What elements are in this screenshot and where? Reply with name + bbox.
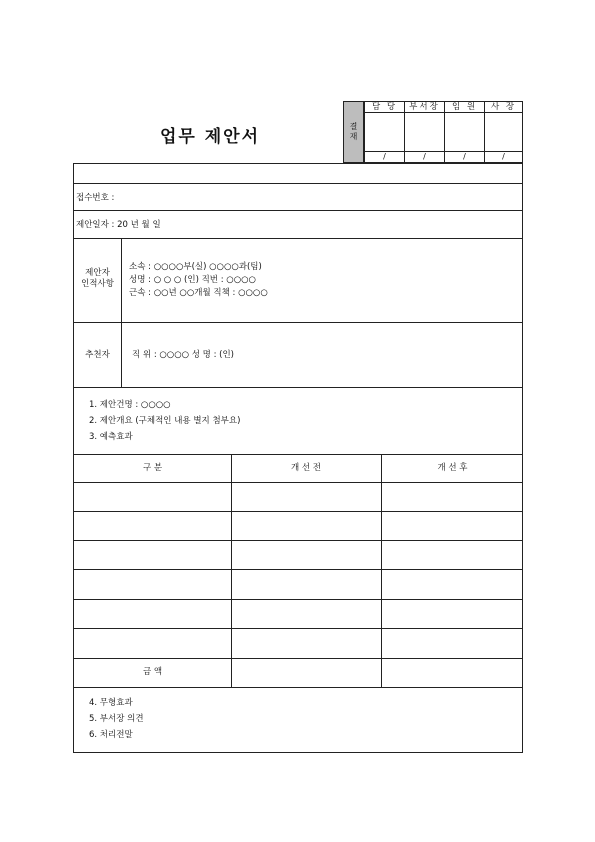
approval-column <box>404 102 444 162</box>
approval-slash: / <box>445 151 484 162</box>
recommender-info: 직 위 : ○○○○ 성 명 : (인) <box>132 350 234 360</box>
amount-label: 금 액 <box>142 667 163 677</box>
proposal-form <box>73 163 523 753</box>
row-divider <box>74 628 522 629</box>
approval-column <box>364 102 404 162</box>
row-divider <box>74 454 522 455</box>
proposer-affiliation: 소속 : ○○○○부(실) ○○○○과(팀) <box>129 262 262 272</box>
row-divider <box>74 183 522 184</box>
item-expected-effect: 3. 예측효과 <box>89 432 133 442</box>
item-proposal-summary: 2. 제안개요 (구체적인 내용 별지 첨부요) <box>89 416 241 426</box>
row-divider <box>74 687 522 688</box>
approval-header: 사 장 <box>485 102 522 113</box>
column-divider <box>381 454 382 687</box>
row-divider <box>74 540 522 541</box>
proposer-tenure: 근속 : ○○년 ○○개월 직책 : ○○○○ <box>129 288 268 298</box>
recommender-label: 추천자 <box>85 350 110 360</box>
table-header-category: 구 분 <box>142 463 163 473</box>
row-divider <box>74 482 522 483</box>
proposal-date-label: 제안일자 : 20 년 월 일 <box>76 220 161 230</box>
approval-slash: / <box>405 151 444 162</box>
row-divider <box>74 322 522 323</box>
row-divider <box>74 658 522 659</box>
item-manager-opinion: 5. 부서장 의견 <box>89 714 144 724</box>
row-divider <box>74 238 522 239</box>
row-divider <box>74 569 522 570</box>
column-divider <box>231 454 232 687</box>
approval-box <box>343 101 523 163</box>
row-divider <box>74 599 522 600</box>
proposer-label: 제안자 인적사항 <box>81 268 114 289</box>
document-title: 업무 제안서 <box>159 127 261 147</box>
row-divider <box>74 511 522 512</box>
row-divider <box>74 210 522 211</box>
approval-slash: / <box>365 151 404 162</box>
approval-header: 담 당 <box>365 102 404 113</box>
approval-column <box>484 102 522 162</box>
approval-header: 부서장 <box>405 102 444 113</box>
approval-slash: / <box>485 151 522 162</box>
label-divider <box>121 238 122 387</box>
table-header-after: 개 선 후 <box>437 463 468 473</box>
approval-header: 임 원 <box>445 102 484 113</box>
table-header-before: 개 선 전 <box>290 463 322 473</box>
approval-column <box>444 102 484 162</box>
proposer-name: 성명 : ○ ○ ○ (인) 직번 : ○○○○ <box>129 275 256 285</box>
item-intangible-effect: 4. 무형효과 <box>89 698 133 708</box>
item-processing-result: 6. 처리전말 <box>89 730 133 740</box>
approval-side-label: 결재 <box>344 102 364 162</box>
receipt-number-label: 접수번호 : <box>76 193 115 203</box>
row-divider <box>74 387 522 388</box>
item-proposal-name: 1. 제안건명 : ○○○○ <box>89 400 171 410</box>
